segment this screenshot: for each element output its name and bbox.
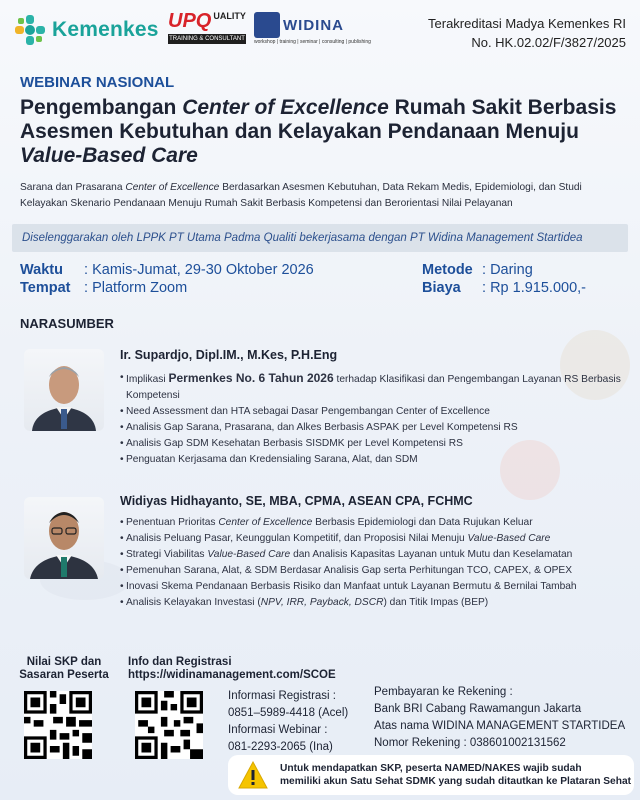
metode-row [422, 261, 586, 279]
speaker-portrait-icon [24, 497, 104, 579]
title-italic-text: Value-Based Care [20, 144, 198, 167]
speaker-1-topics [120, 370, 630, 468]
waktu-value: Kamis-Jumat, 29-30 Oktober 2026 [92, 262, 314, 278]
title-text: Rumah Sakit Berbasis Asesmen Kebutuhan dan Kelayakan Pendanaan Menuju [20, 96, 617, 143]
skp-qr-label [14, 656, 114, 682]
kemenkes-logo-text: Kemenkes [52, 18, 159, 41]
payment-bank: Bank BRI Cabang Rawamangun Jakarta [374, 703, 582, 715]
header [0, 0, 640, 62]
list-item: • Analisis Gap Sarana, Prasarana, dan Alkes Berbasis ASPAK per Level Kompetensi RS [120, 420, 630, 436]
registration-label-line-1: Info dan Registrasi [128, 656, 232, 668]
list-item: • Analisis Peluang Pasar, Keunggulan Kompetitif, dan Proposisi Nilai Menuju Value-Based Care [120, 531, 630, 547]
warning-icon [238, 761, 268, 789]
upq-tagline: TRAINING & CONSULTANT [169, 36, 245, 42]
accreditation-info [428, 14, 626, 52]
subtitle-italic-text: Center of Excellence [125, 182, 220, 193]
accreditation-line-2: No. HK.02.02/F/3827/2025 [471, 35, 626, 50]
kemenkes-logo-icon [14, 14, 46, 46]
widina-logo [254, 12, 371, 46]
registration-qr-label [128, 656, 336, 682]
speaker-2-photo [24, 497, 104, 579]
separator: : [482, 262, 487, 278]
subtitle-text: Sarana dan Prasarana [20, 182, 126, 193]
metode-label: Metode [422, 262, 473, 278]
info-registration-phone: 0851–5989-4418 (Acel) [228, 707, 349, 719]
tempat-value: Platform Zoom [92, 280, 188, 296]
payment-label: Pembayaran ke Rekening : [374, 686, 513, 698]
skp-label-line-2: Sasaran Peserta [19, 669, 109, 681]
accreditation-line-1: Terakreditasi Madya Kemenkes RI [428, 16, 626, 31]
organizer-banner [12, 224, 628, 252]
warning-line-1: Untuk mendapatkan SKP, peserta NAMED/NAKES wajib sudah [280, 763, 582, 774]
skp-label-line-1: Nilai SKP dan [26, 656, 102, 668]
registration-contact-info [228, 688, 348, 756]
list-item: • Analisis Gap SDM Kesehatan Berbasis SISDMK per Level Kompetensi RS [120, 436, 630, 452]
list-item: • Pemenuhan Sarana, Alat, & SDM Berdasar Analisis Gap serta Perhitungan TCO, CAPEX, & OPEX [120, 563, 630, 579]
list-item: • Inovasi Skema Pendanaan Berbasis Risiko dan Manfaat untuk Layanan Bermutu & Bernilai Tambah [120, 579, 630, 595]
upq-logo-sup: UALITY [213, 11, 246, 21]
metode-value: Daring [490, 262, 533, 278]
separator: : [84, 262, 89, 278]
speaker-2-name: Widiyas Hidhayanto, SE, MBA, CPMA, ASEAN CPA, FCHMC [120, 494, 473, 508]
waktu-label: Waktu [20, 262, 63, 278]
payment-account-number: Nomor Rekening : 038601002131562 [374, 737, 566, 749]
tempat-label: Tempat [20, 280, 71, 296]
biaya-row [422, 279, 586, 297]
tempat-row [20, 279, 314, 297]
registration-url-link[interactable]: https://widinamanagement.com/SCOE [128, 669, 336, 681]
separator: : [84, 280, 89, 296]
info-webinar-phone: 081-2293-2065 (Ina) [228, 741, 333, 753]
payment-info [374, 684, 625, 752]
event-eyebrow: WEBINAR NASIONAL [20, 74, 175, 91]
speakers-section-label: NARASUMBER [20, 316, 114, 331]
upq-logo [168, 10, 246, 48]
info-registration-label: Informasi Registrasi : [228, 690, 337, 702]
speaker-portrait-icon [24, 349, 104, 431]
separator: : [482, 280, 487, 296]
info-webinar-label: Informasi Webinar : [228, 724, 328, 736]
event-details-left [20, 261, 314, 297]
speaker-1-photo [24, 349, 104, 431]
kemenkes-logo [14, 14, 159, 46]
event-title [20, 96, 630, 168]
warning-line-2: memiliki akun Satu Sehat SDMK yang sudah ditautkan ke Plataran Sehat [280, 776, 632, 787]
speaker-1-name: Ir. Supardjo, Dipl.IM., M.Kes, P.H.Eng [120, 348, 338, 362]
title-italic-text: Center of Excellence [182, 96, 389, 119]
widina-logo-mark-icon [254, 12, 280, 38]
list-item: • Penentuan Prioritas Center of Excellence Berbasis Epidemiologi dan Data Rujukan Keluar [120, 515, 630, 531]
widina-logo-text: WIDINA [283, 16, 344, 34]
organizer-text: Diselenggarakan oleh LPPK PT Utama Padma Qualiti bekerjasama dengan PT Widina Management Startidea [22, 232, 583, 244]
speaker-2-topics [120, 515, 630, 611]
title-text: Pengembangan [20, 96, 183, 119]
list-item: • Need Assessment dan HTA sebagai Dasar Pengembangan Center of Excellence [120, 404, 630, 420]
skp-warning-box [228, 755, 634, 795]
list-item: • Analisis Kelayakan Investasi (NPV, IRR, Payback, DSCR) dan Titik Impas (BEP) [120, 595, 630, 611]
subtitle-text: Berdasarkan Asesmen Kebutuhan, Data Rekam Medis, Epidemiologi, dan Studi Kelayakan Skenario Pendanaan Menuju Rumah Sakit Berbasis Kompetensi dan Berorientasi Nilai Pelayanan [20, 182, 582, 209]
waktu-row [20, 261, 314, 279]
list-item: • Strategi Viabilitas Value-Based Care dan Analisis Kapasitas Layanan untuk Mutu dan Keselamatan [120, 547, 630, 563]
biaya-label: Biaya [422, 280, 461, 296]
biaya-value: Rp 1.915.000,- [490, 280, 586, 296]
skp-qr-code-icon[interactable] [24, 691, 92, 759]
widina-tagline: workshop | training | seminar | consulting | publishing [254, 39, 371, 45]
list-item: • Implikasi Permenkes No. 6 Tahun 2026 terhadap Klasifikasi dan Pengembangan Layanan RS Berbasis Kompetensi [120, 370, 630, 404]
list-item: • Penguatan Kerjasama dan Kredensialing Sarana, Alat, dan SDM [120, 452, 630, 468]
event-details-right [422, 261, 586, 297]
warning-text [280, 762, 631, 788]
upq-logo-text: UPQ [168, 10, 212, 32]
registration-qr-code-icon[interactable] [135, 691, 203, 759]
event-subtitle [20, 180, 630, 212]
payment-account-name: Atas nama WIDINA MANAGEMENT STARTIDEA [374, 720, 626, 732]
